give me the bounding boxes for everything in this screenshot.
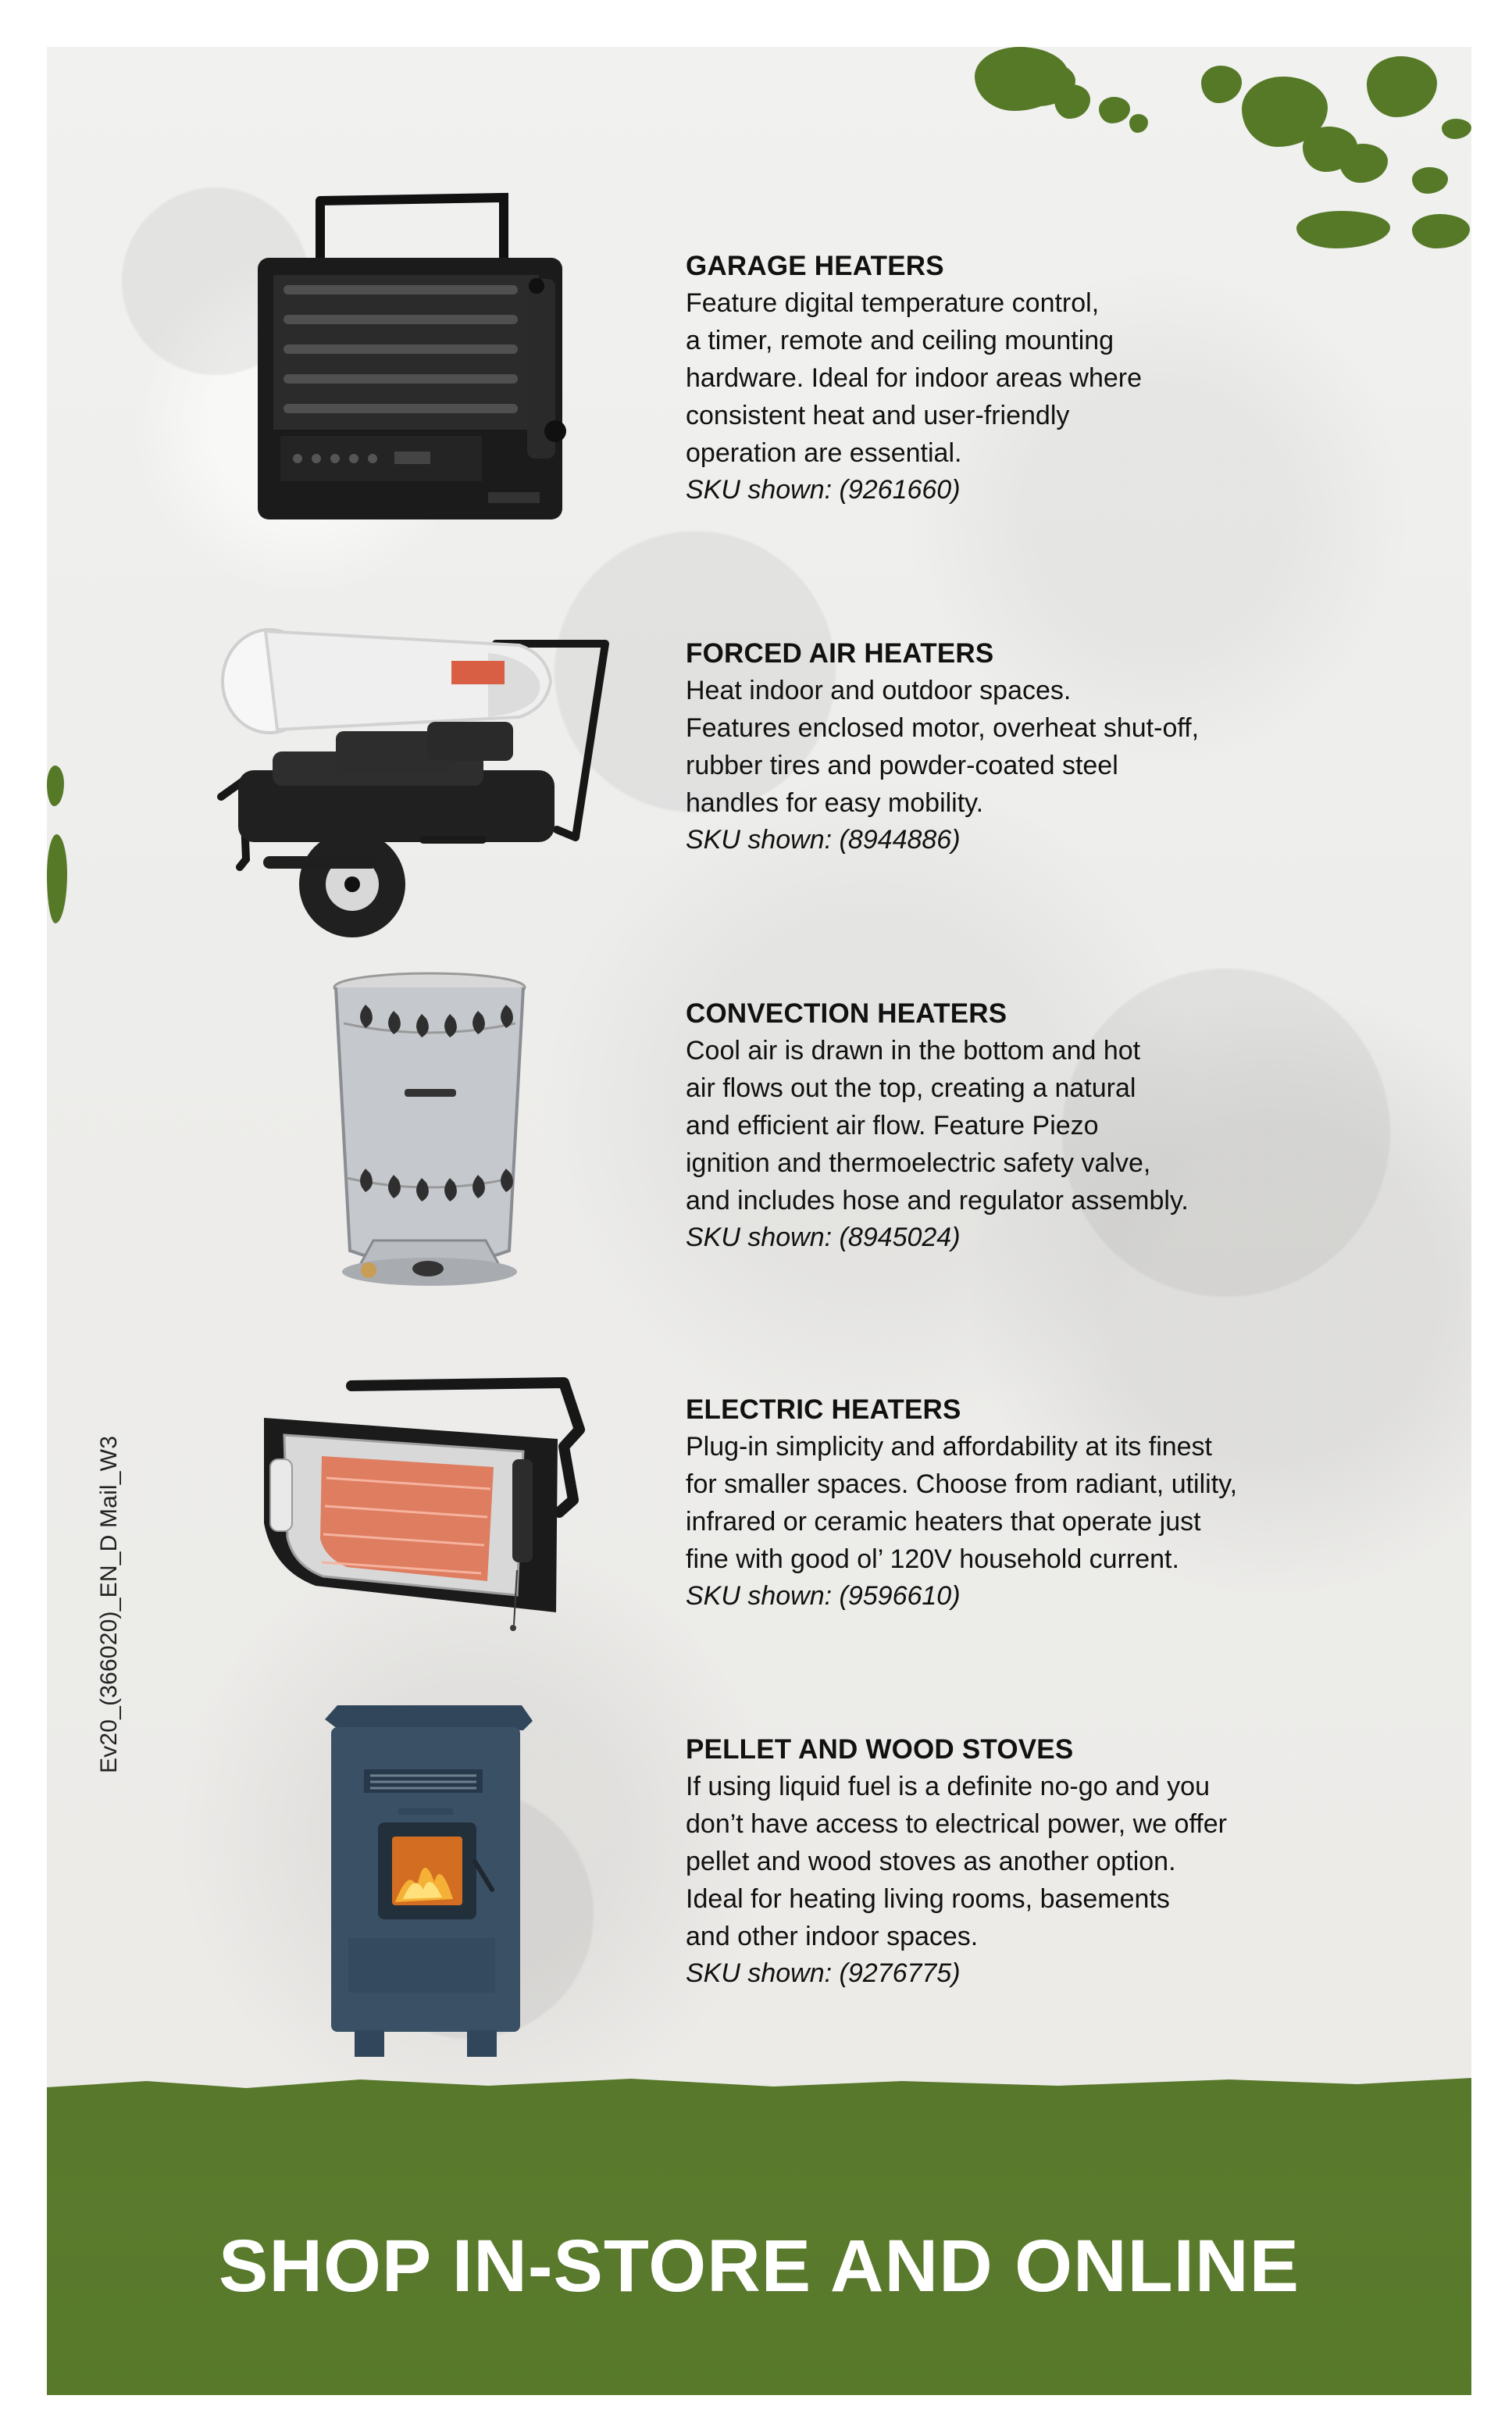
product-title: PELLET AND WOOD STOVES [686, 1734, 1074, 1765]
shop-banner-text: SHOP IN-STORE AND ONLINE [218, 2225, 1300, 2308]
product-description: Plug-in simplicity and affordability at its finest for smaller spaces. Choose from radiant, utility, infrared or ceramic heaters that operate just fine with good ol’ 120V household current. [686, 1432, 1238, 1574]
paint-splatter-left-edge [47, 834, 67, 923]
product-title: CONVECTION HEATERS [686, 998, 1007, 1029]
product-electric-heaters [686, 1392, 1342, 1614]
paint-splatter-top-right [1442, 119, 1471, 139]
vertical-document-code: Ev20_(366020)_EN_D Mail_W3 [96, 1435, 122, 1773]
pellet-stove-image [298, 1705, 583, 2104]
forced-air-heater-image [215, 609, 637, 961]
paint-splatter-top-right [1099, 97, 1130, 123]
garage-heater-image [246, 148, 605, 594]
paint-splatter-top-right [1339, 144, 1388, 183]
product-description: Feature digital temperature control, a timer, remote and ceiling mounting hardware. Ideal for indoor areas where consistent heat and user-friendly operation are essential. [686, 288, 1142, 468]
paint-splatter-top-right [1412, 167, 1448, 194]
product-sku: SKU shown: (9261660) [686, 475, 961, 505]
convection-heater-image [312, 973, 570, 1309]
paint-splatter-top-right [1367, 56, 1437, 117]
paint-splatter-top-right [1412, 214, 1470, 248]
product-title: FORCED AIR HEATERS [686, 638, 994, 669]
paint-splatter-left-edge [47, 766, 64, 806]
product-description: Cool air is drawn in the bottom and hot air flows out the top, creating a natural and efficient air flow. Feature Piezo ignition and thermoelectric safety valve, and includes hose and regulator assembly. [686, 1036, 1189, 1216]
product-sku: SKU shown: (9596610) [686, 1581, 961, 1611]
product-description: Heat indoor and outdoor spaces. Features enclosed motor, overheat shut-off, rubber tires and powder-coated steel handles for easy mobility. [686, 676, 1200, 818]
product-garage-heaters [686, 248, 1342, 508]
paint-splatter-top-right [1201, 66, 1242, 103]
product-sku: SKU shown: (8944886) [686, 825, 961, 855]
product-title: ELECTRIC HEATERS [686, 1394, 961, 1425]
product-title: GARAGE HEATERS [686, 251, 944, 281]
product-description: If using liquid fuel is a definite no-go and you don’t have access to electrical power, we offer pellet and wood stoves as another option. Ideal for heating living rooms, basements and other indoor spaces. [686, 1772, 1227, 1951]
flyer-page [47, 47, 1471, 2395]
product-pellet-and-wood-stoves [686, 1732, 1342, 1991]
product-sku: SKU shown: (8945024) [686, 1223, 961, 1252]
paint-splatter-top-right [1054, 84, 1090, 119]
product-forced-air-heaters [686, 636, 1342, 858]
paint-splatter-top-right [1296, 211, 1390, 248]
product-sku: SKU shown: (9276775) [686, 1958, 961, 1988]
electric-heater-image [242, 1375, 637, 1672]
paint-splatter-top-right [1129, 114, 1148, 133]
product-convection-heaters [686, 996, 1342, 1255]
